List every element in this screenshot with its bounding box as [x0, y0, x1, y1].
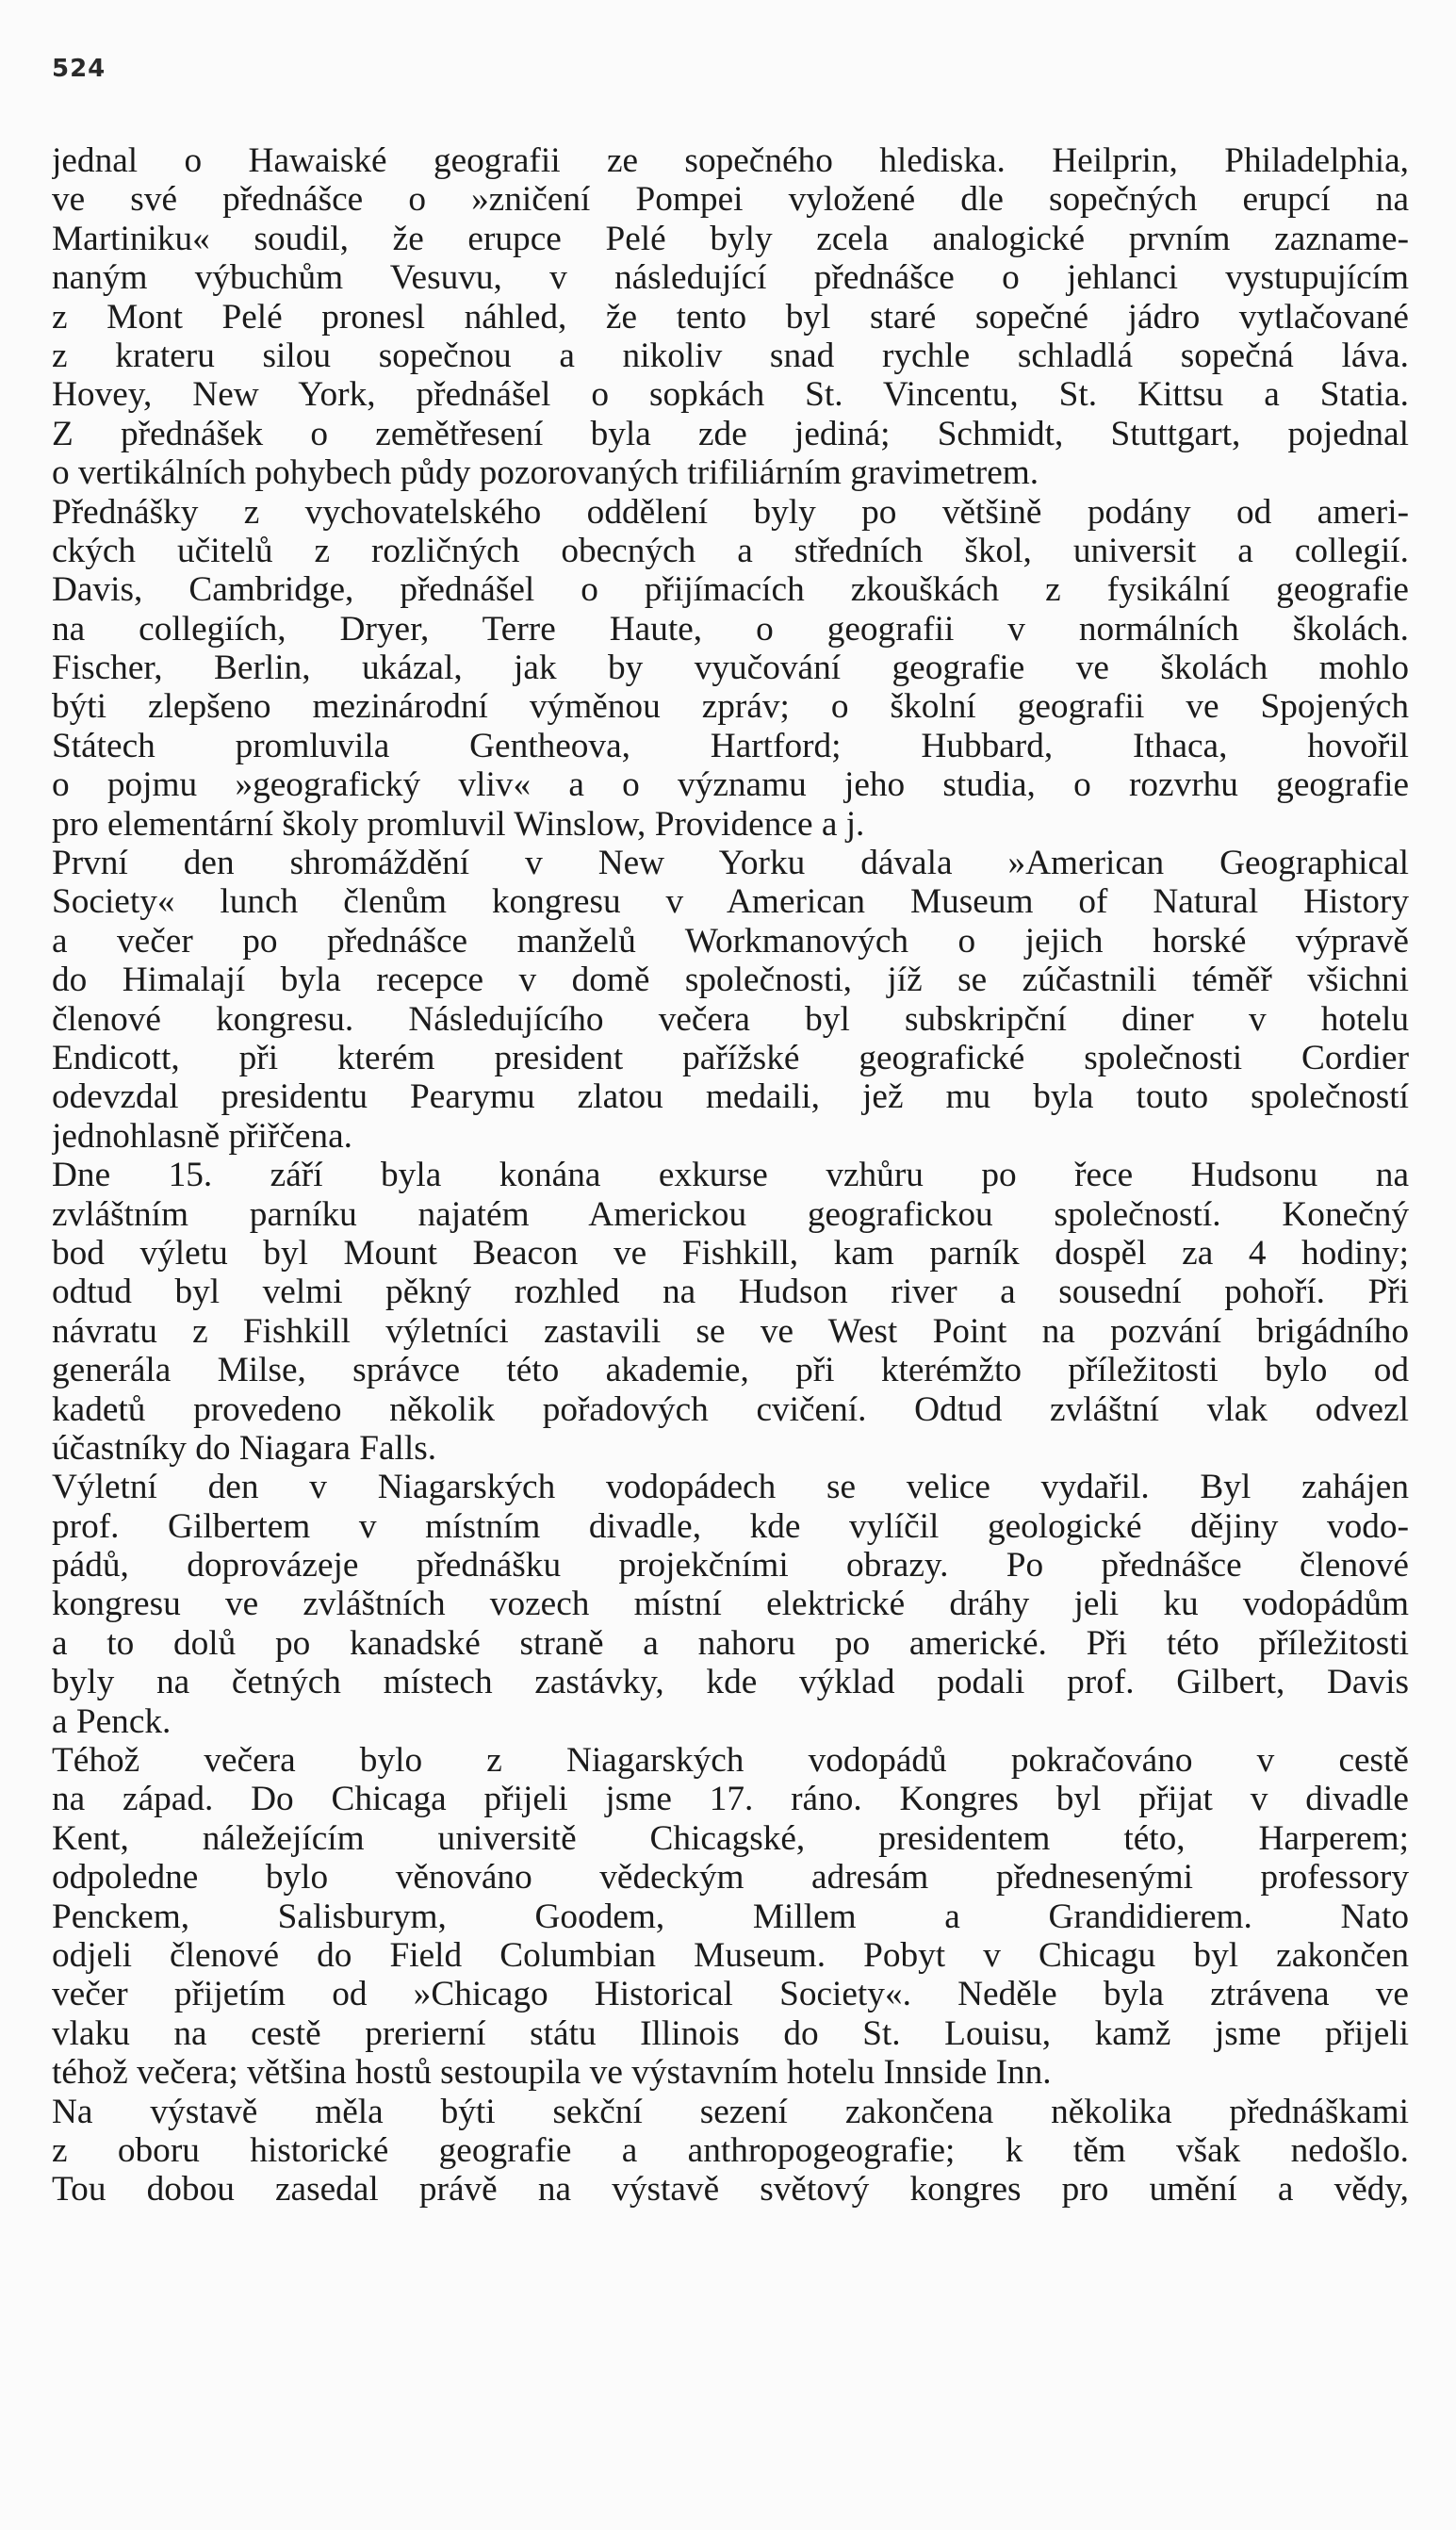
text-line: Kent, náležejícím universitě Chicagské, presidentem této, Harperem;: [52, 1818, 1409, 1858]
text-line: Na výstavě měla býti sekční sezení zakončena několika přednáškami: [52, 2092, 1409, 2131]
text-line: odevzdal presidentu Pearymu zlatou medaili, jež mu byla touto společností: [52, 1077, 1409, 1117]
text-line: na západ. Do Chicaga přijeli jsme 17. ráno. Kongres byl přijat v divadle: [52, 1780, 1409, 1819]
text-line: a to dolů po kanadské straně a nahoru po americké. Při této příležitosti: [52, 1623, 1409, 1663]
text-line: pro elementární školy promluvil Winslow, Providence a j.: [52, 804, 865, 844]
text-line: téhož večera; většina hostů sestoupila ve výstavním hotelu Innside Inn.: [52, 2053, 1052, 2093]
text-line: Státech promluvila Gentheova, Hartford; Hubbard, Ithaca, hovořil: [52, 726, 1409, 765]
text-line: o vertikálních pohybech půdy pozorovaných trifiliárním gravimetrem.: [52, 453, 1039, 493]
text-line: Tou dobou zasedal právě na výstavě světový kongres pro umění a vědy,: [52, 2170, 1409, 2210]
text-line: o pojmu »geografický vliv« a o významu jeho studia, o rozvrhu geografie: [52, 765, 1409, 805]
text-line: byly na četných místech zastávky, kde výklad podali prof. Gilbert, Davis: [52, 1663, 1409, 1702]
text-line: Téhož večera bylo z Niagarských vodopádů pokračováno v cestě: [52, 1741, 1409, 1781]
text-line: vlaku na cestě prerierní státu Illinois do St. Louisu, kamž jsme přijeli: [52, 2013, 1409, 2053]
text-line: členové kongresu. Následujícího večera byl subskripční diner v hotelu: [52, 999, 1409, 1039]
text-line: návratu z Fishkill výletníci zastavili se ve West Point na pozvání brigádního: [52, 1311, 1409, 1351]
text-line: na collegiích, Dryer, Terre Haute, o geografii v normálních školách.: [52, 609, 1409, 649]
text-line: z Mont Pelé pronesl náhled, že tento byl staré sopečné jádro vytlačované: [52, 297, 1409, 337]
text-line: účastníky do Niagara Falls.: [52, 1428, 437, 1468]
body-text: [52, 141, 1409, 2210]
text-line: Přednášky z vychovatelského oddělení byly po většině podány od ameri-: [52, 492, 1409, 532]
text-line: prof. Gilbertem v místním divadle, kde vylíčil geologické dějiny vodo-: [52, 1506, 1409, 1546]
text-line: a večer po přednášce manželů Workmanových o jejich horské výpravě: [52, 921, 1409, 961]
text-line: Endicott, při kterém president pařížské geografické společnosti Cordier: [52, 1038, 1409, 1077]
text-line: ve své přednášce o »zničení Pompei vyložené dle sopečných erupcí na: [52, 180, 1409, 220]
text-line: do Himalají byla recepce v domě společnosti, jíž se zúčastnili téměř všichni: [52, 961, 1409, 1000]
text-line: Penckem, Salisburym, Goodem, Millem a Grandidierem. Nato: [52, 1897, 1409, 1936]
text-line: jednal o Hawaiské geografii ze sopečného hlediska. Heilprin, Philadelphia,: [52, 141, 1409, 180]
text-line: z oboru historické geografie a anthropogeografie; k těm však nedošlo.: [52, 2130, 1409, 2170]
text-line: Z přednášek o zemětřesení byla zde jediná; Schmidt, Stuttgart, pojednal: [52, 414, 1409, 453]
text-line: večer přijetím od »Chicago Historical Society«. Neděle byla ztrávena ve: [52, 1975, 1409, 2014]
text-line: odtud byl velmi pěkný rozhled na Hudson river a sousední pohoří. Při: [52, 1273, 1409, 1312]
text-line: Výletní den v Niagarských vodopádech se velice vydařil. Byl zahájen: [52, 1468, 1409, 1507]
text-line: Fischer, Berlin, ukázal, jak by vyučování geografie ve školách mohlo: [52, 649, 1409, 688]
text-line: První den shromáždění v New Yorku dávala »American Geographical: [52, 844, 1409, 883]
text-line: Davis, Cambridge, přednášel o přijímacích zkouškách z fysikální geografie: [52, 570, 1409, 610]
text-line: kongresu ve zvláštních vozech místní elektrické dráhy jeli ku vodopádům: [52, 1585, 1409, 1624]
text-line: Dne 15. září byla konána exkurse vzhůru po řece Hudsonu na: [52, 1156, 1409, 1195]
text-line: odjeli členové do Field Columbian Museum. Pobyt v Chicagu byl zakončen: [52, 1935, 1409, 1975]
text-line: Martiniku« soudil, že erupce Pelé byly zcela analogické prvním zaznamе-: [52, 219, 1409, 258]
text-line: kadetů provedeno několik pořadových cvičení. Odtud zvláštní vlak odvezl: [52, 1389, 1409, 1429]
text-line: Society« lunch členům kongresu v American Museum of Natural History: [52, 882, 1409, 922]
text-line: naným výbuchům Vesuvu, v následující přednášce o jehlanci vystupujícím: [52, 258, 1409, 298]
text-line: bod výletu byl Mount Beacon ve Fishkill, kam parník dospěl za 4 hodiny;: [52, 1233, 1409, 1273]
text-line: z krateru silou sopečnou a nikoliv snad rychle schladlá sopečná láva.: [52, 336, 1409, 375]
text-line: ckých učitelů z rozličných obecných a středních škol, universit a collegií.: [52, 531, 1409, 570]
text-line: pádů, doprovázeje přednášku projekčními obrazy. Po přednášce členové: [52, 1546, 1409, 1585]
text-line: generála Milse, správce této akademie, při kterémžto příležitosti bylo od: [52, 1351, 1409, 1390]
text-line: býti zlepšeno mezinárodní výměnou zpráv; o školní geografii ve Spojených: [52, 687, 1409, 727]
text-line: Hovey, New York, přednášel o sopkách St. Vincentu, St. Kittsu a Statia.: [52, 375, 1409, 415]
text-line: a Penck.: [52, 1701, 172, 1741]
page-number: 524: [52, 55, 106, 83]
text-line: odpoledne bylo věnováno vědeckým adresám přednesenými professory: [52, 1858, 1409, 1898]
text-line: jednohlasně přiřčena.: [52, 1116, 352, 1156]
text-line: zvláštním parníku najatém Americkou geografickou společností. Konečný: [52, 1194, 1409, 1234]
